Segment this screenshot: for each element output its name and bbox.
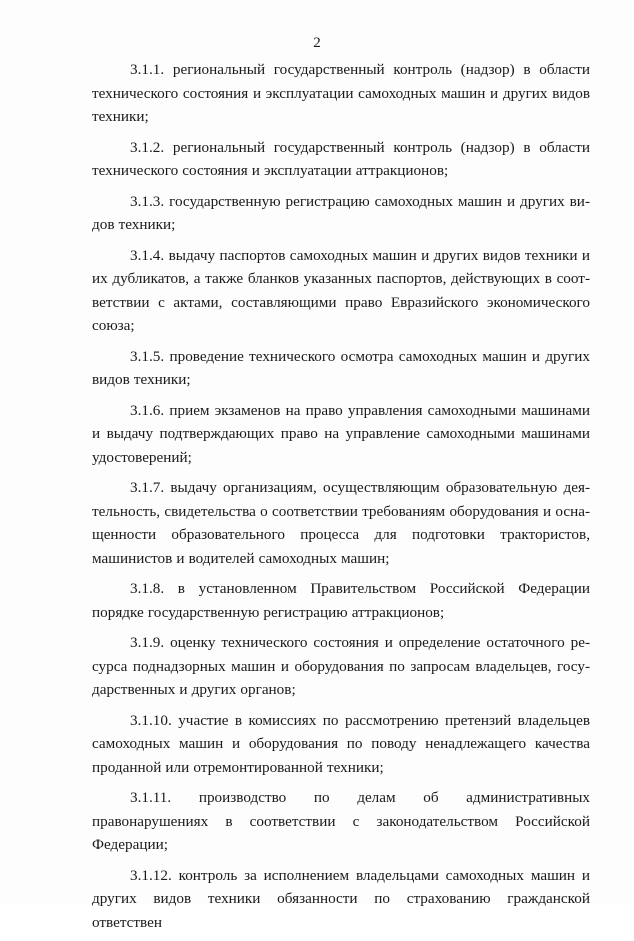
document-body [92,58,590,941]
clause-3-1-1: 3.1.1. региональный государственный контроль (надзор) в области технического состояния и эксплуатации самоходных машин и других видов техники; [92,61,590,125]
clause-3-1-9: 3.1.9. оценку технического состояния и определение остаточного ресурса поднадзорных машин и оборудования по запросам владельцев, государственных и других органов; [92,634,590,698]
clause-3-1-7: 3.1.7. выдачу организациям, осуществляющим образовательную деятельность, свидетельства о соответствии требованиям оборудования и оснащенности образовательного процесса для подготовки трактористов, машинистов и водителей самоходных машин; [92,479,590,567]
clause-3-1-2: 3.1.2. региональный государственный контроль (надзор) в области технического состояния и эксплуатации аттракционов; [92,138,590,179]
clause-3-1-8: 3.1.8. в установленном Правительством Российской Федерации порядке государственную регистрацию аттракционов; [92,580,590,621]
clause-3-1-11: 3.1.11. производство по делам об административных правонарушениях в соответствии с законодательством Российской Федерации; [92,789,590,853]
clause-3-1-3: 3.1.3. государственную регистрацию самоходных машин и других видов техники; [92,192,590,233]
clause-3-1-10: 3.1.10. участие в комиссиях по рассмотрению претензий владельцев самоходных машин и оборудования по поводу ненадлежащего качества проданной или отремонтированной техники; [92,711,590,776]
clause-3-1-4: 3.1.4. выдачу паспортов самоходных машин и других видов техники и их дубликатов, а также бланков указанных паспортов, действующих в соответствии с актами, составляющими право Евразийского экономического союза; [92,246,590,334]
clause-3-1-5: 3.1.5. проведение технического осмотра самоходных машин и других видов техники; [92,347,590,388]
clause-3-1-6: 3.1.6. прием экзаменов на право управления самоходными машинами и выдачу подтверждающих право на управление самоходными машинами удостоверений; [92,401,590,466]
page-number: 2 [313,35,321,51]
clause-3-1-12: 3.1.12. контроль за исполнением владельцами самоходных машин и других видов техники обязанности по страхованию гражданской ответствен [92,866,590,931]
